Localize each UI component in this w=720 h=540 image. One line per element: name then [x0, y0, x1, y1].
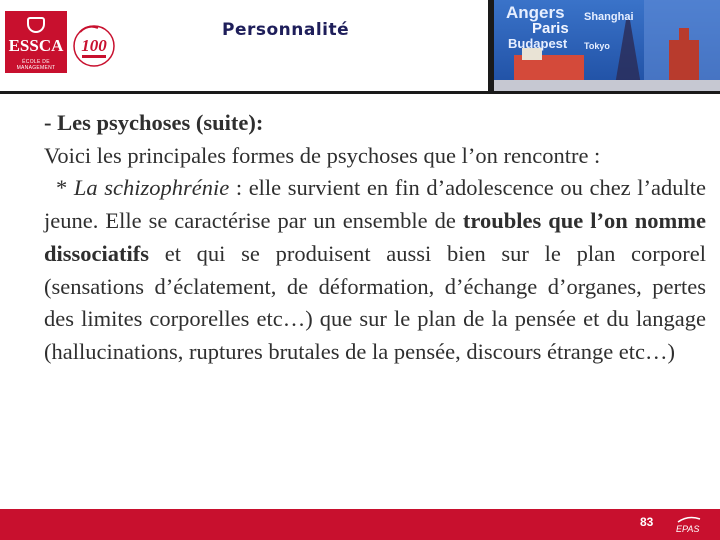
slide-body — [44, 107, 706, 369]
photo-word-4: Tokyo — [584, 41, 610, 51]
item-bold-text: troubles que l’on nomme dissociatifs — [44, 208, 706, 266]
photo-word-1: Shanghai — [584, 11, 634, 23]
slide-title: Personnalité — [222, 20, 350, 40]
essca-logo-subtext: ÉCOLE DE MANAGEMENT — [16, 59, 56, 71]
section-heading — [44, 107, 706, 140]
slide-header — [0, 0, 720, 96]
anniversary-100-text: 100 — [81, 36, 107, 55]
photo-word-3: Budapest — [508, 36, 568, 51]
photo-word-0: Angers — [506, 3, 565, 22]
city-collage-image — [494, 0, 720, 91]
item-text-part-1: : elle survient en fin d’adolescence ou chez l’adulte jeune. Elle se caractérise par un ensemble de — [44, 175, 706, 234]
item-term: La schizophrénie — [73, 175, 230, 201]
item-marker: * — [56, 175, 74, 201]
photo-word-2: Paris — [532, 20, 569, 37]
crest-icon — [27, 17, 45, 33]
schizophrenia-item — [44, 172, 706, 368]
heading-prefix: - — [44, 110, 58, 135]
page-number: 83 — [640, 515, 654, 529]
heading-text: Les psychoses (suite): — [57, 110, 264, 135]
slide-footer — [0, 509, 720, 540]
header-divider — [0, 91, 720, 94]
anniversary-100-logo — [70, 22, 118, 68]
epas-logo — [670, 513, 710, 537]
intro-paragraph: Voici les principales formes de psychoses que l’on rencontre : — [44, 142, 601, 168]
essca-logo-text: ESSCA — [8, 36, 64, 55]
item-text-part-2: et qui se produisent aussi bien sur le plan corporel (sensations d’éclatement, de déformation, d’échange d’organes, pertes des limites corporelles etc…) que sur le plan de la pensée et du langage (hallucinations, ruptures brutales de la pensée, discours étrange etc…) — [44, 240, 706, 364]
epas-logo-text: EPAS — [676, 524, 700, 534]
essca-logo — [5, 11, 67, 73]
